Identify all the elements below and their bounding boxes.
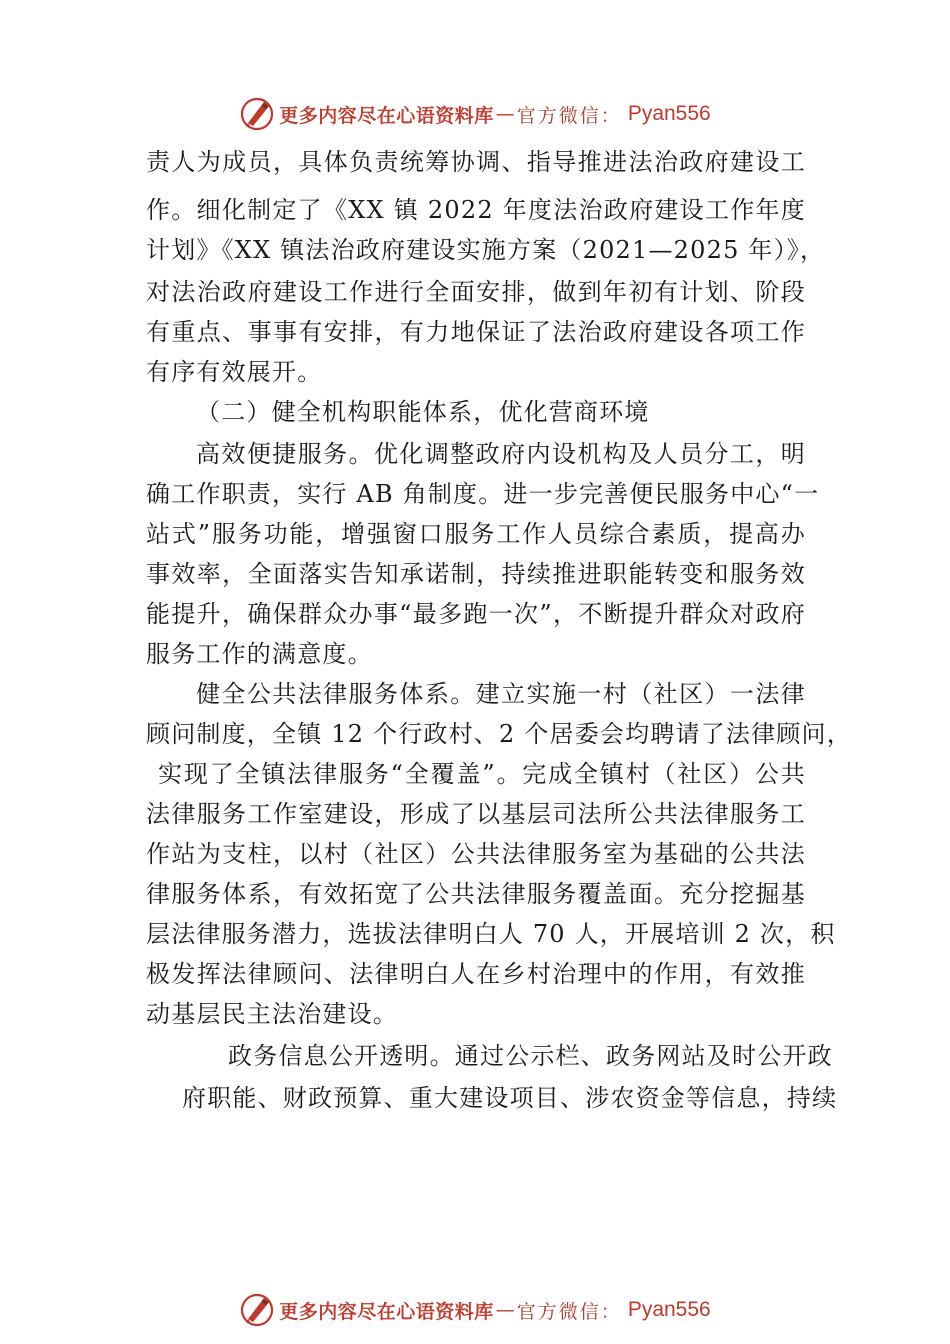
body-line: 法律服务工作室建设，形成了以基层司法所公共法律服务工	[146, 800, 806, 828]
body-line: 极发挥法律顾问、法律明白人在乡村治理中的作用，有效推	[146, 960, 806, 988]
paragraph-first-line: 高效便捷服务。优化调整政府内设机构及人员分工，明	[196, 440, 806, 468]
header-watermark-banner	[0, 94, 950, 134]
section-heading: （二）健全机构职能体系，优化营商环境	[196, 398, 650, 426]
body-line: 事效率，全面落实告知承诺制，持续推进职能转变和服务效	[146, 560, 806, 588]
pen-nib-logo-icon	[239, 1292, 275, 1328]
pen-nib-logo-icon	[239, 96, 275, 132]
body-line: 确工作职责，实行 AB 角制度。进一步完善便民服务中心“一	[146, 480, 820, 508]
body-line: 作站为支柱，以村（社区）公共法律服务室为基础的公共法	[146, 840, 806, 868]
footer-watermark-banner	[0, 1290, 950, 1330]
body-line: 站式”服务功能，增强窗口服务工作人员综合素质，提高办	[146, 520, 806, 548]
banner-wechat-label: 官方微信：	[516, 104, 622, 127]
body-line: 有序有效展开。	[146, 358, 323, 386]
paragraph-first-line: 健全公共法律服务体系。建立实施一村（社区）一法律	[196, 680, 806, 708]
banner-wechat-label: 官方微信：	[516, 1300, 622, 1323]
body-line: 责人为成员，具体负责统筹协调、指导推进法治政府建设工	[146, 148, 806, 176]
body-line: 动基层民主法治建设。	[146, 1000, 398, 1028]
banner-brand-text: 更多内容尽在心语资料库	[279, 1300, 494, 1323]
banner-separator: —	[495, 1299, 515, 1321]
banner-wechat-id: Pyan556	[627, 1298, 711, 1321]
paragraph-first-line: 政务信息公开透明。通过公示栏、政务网站及时公开政	[228, 1042, 833, 1070]
body-line: 层法律服务潜力，选拔法律明白人 70 人，开展培训 2 次，积	[146, 920, 836, 948]
body-line: 作。细化制定了《XX 镇 2022 年度法治政府建设工作年度	[146, 196, 806, 224]
banner-wechat-id: Pyan556	[627, 102, 711, 125]
body-line: 能提升，确保群众办事“最多跑一次”，不断提升群众对政府	[146, 600, 806, 628]
body-line: 府职能、财政预算、重大建设项目、涉农资金等信息，持续	[182, 1084, 838, 1112]
body-line: 顾问制度，全镇 12 个行政村、2 个居委会均聘请了法律顾问，	[146, 720, 852, 748]
banner-brand-text: 更多内容尽在心语资料库	[279, 104, 494, 127]
body-line: 服务工作的满意度。	[146, 640, 373, 668]
banner-separator: —	[495, 103, 515, 125]
body-line: 实现了全镇法律服务“全覆盖”。完成全镇村（社区）公共	[158, 760, 806, 788]
body-line: 有重点、事事有安排，有力地保证了法治政府建设各项工作	[146, 318, 806, 346]
body-line: 计划》《XX 镇法治政府建设实施方案（2021—2025 年）》，	[146, 236, 826, 264]
body-line: 律服务体系，有效拓宽了公共法律服务覆盖面。充分挖掘基	[146, 880, 806, 908]
body-line: 对法治政府建设工作进行全面安排，做到年初有计划、阶段	[146, 278, 806, 306]
